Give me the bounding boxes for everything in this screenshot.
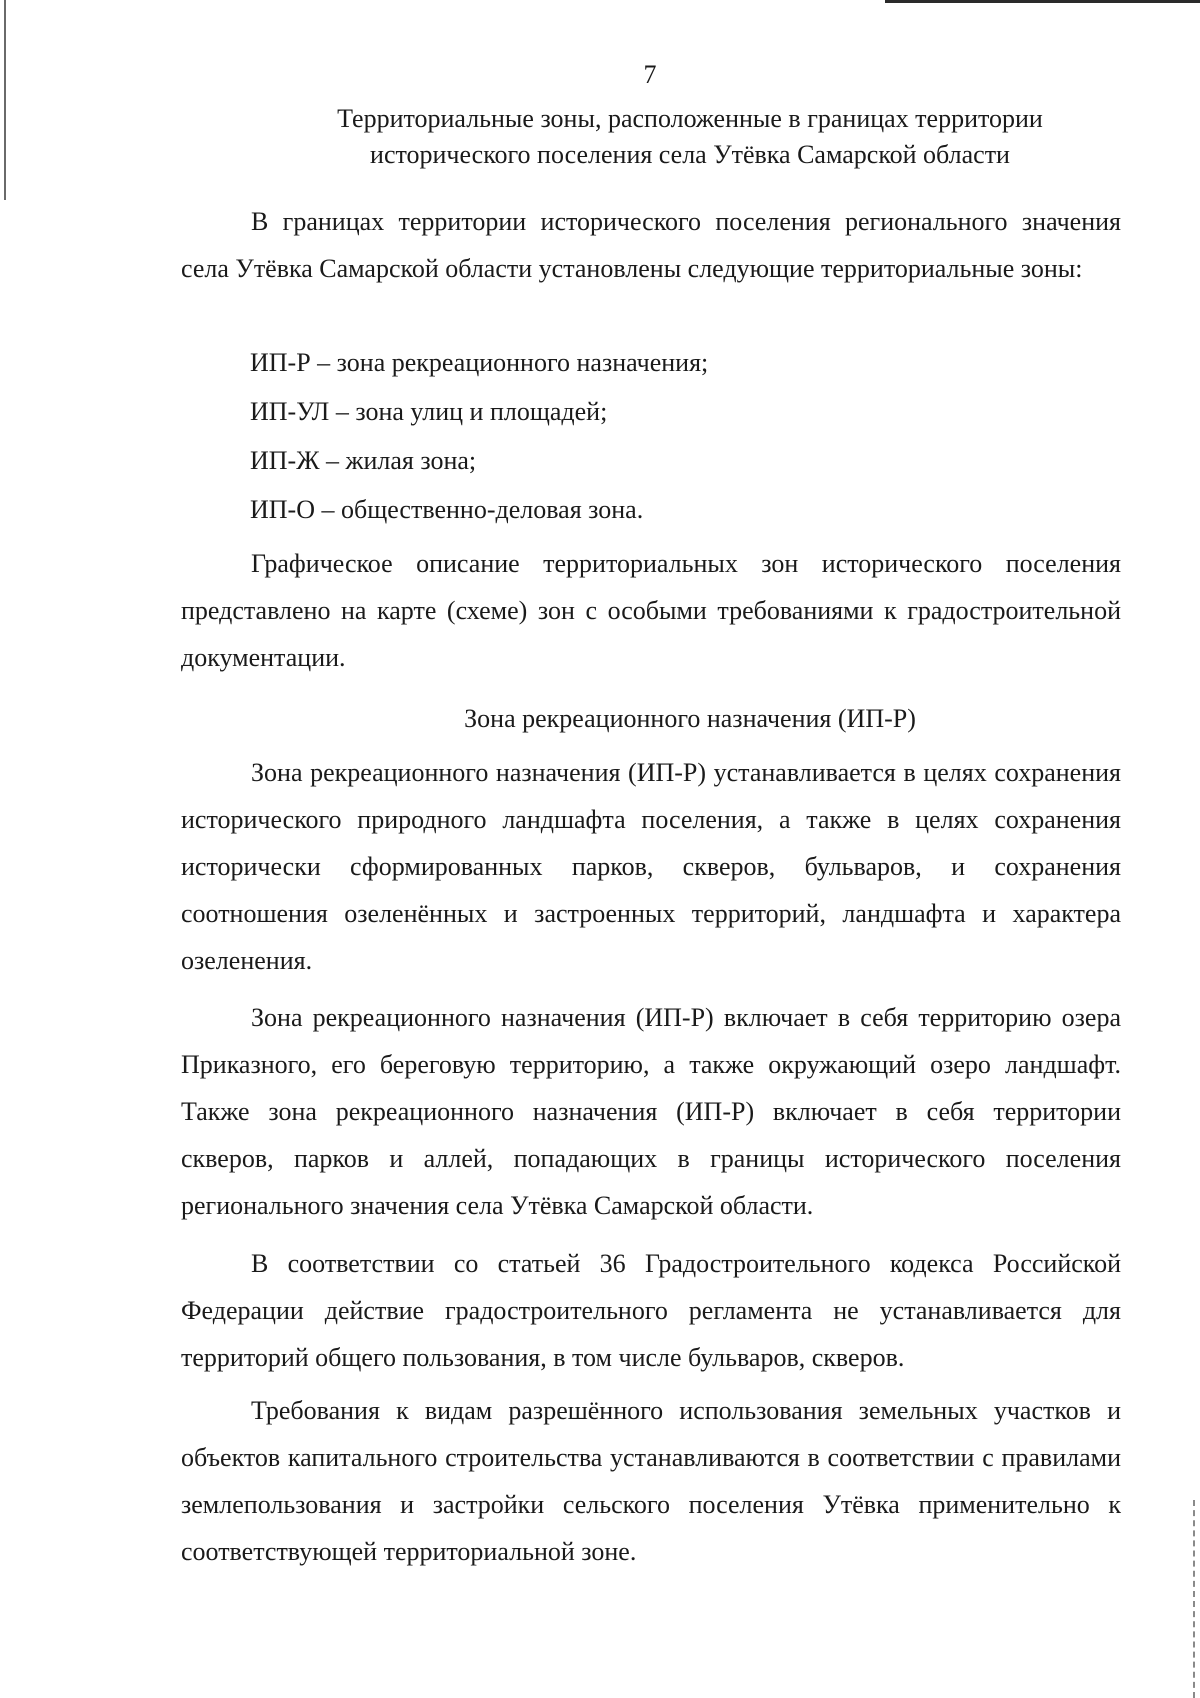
scan-edge-right — [1193, 1500, 1195, 1698]
scan-edge-top — [885, 0, 1200, 3]
section-paragraph: Зона рекреационного назначения (ИП-Р) включает в себя территорию озера Приказного, его береговую территорию, а также окружающий озеро ландшафт. Также зона рекреационного назначения (ИП-Р) включает в себя территории скверов, парков и аллей, попадающих в границы исторического поселения регионального значения села Утёвка Самарской области. — [181, 1003, 1121, 1220]
zone-item-ip-o: ИП-О – общественно-деловая зона. — [250, 495, 644, 524]
section-paragraph: Требования к видам разрешённого использования земельных участков и объектов капитального строительства устанавливаются в соответствии с правилами землепользования и застройки сельского поселения Утёвка применительно к соответствующей территориальной зоне. — [181, 1396, 1121, 1566]
section-paragraph: Зона рекреационного назначения (ИП-Р) устанавливается в целях сохранения исторического природного ландшафта поселения, а также в целях сохранения исторически сформированных парков, скверов, бульваров, и сохранения соотношения озеленённых и застроенных территорий, ландшафта и характера озеленения. — [181, 758, 1121, 975]
section-heading: Зона рекреационного назначения (ИП-Р) — [464, 704, 916, 733]
intro-paragraph: В границах территории исторического поселения регионального значения села Утёвка Самарской области установлены следующие территориальные зоны: — [181, 207, 1121, 283]
document-title: Территориальные зоны, расположенные в границах территории исторического поселения села Утёвка Самарской области — [337, 104, 1043, 169]
zone-item-ip-zh: ИП-Ж – жилая зона; — [250, 446, 477, 475]
scan-edge-left — [4, 0, 6, 200]
section-paragraph: В соответствии со статьей 36 Градостроительного кодекса Российской Федерации действие градостроительного регламента не устанавливается для территорий общего пользования, в том числе бульваров, скверов. — [181, 1249, 1121, 1372]
graphic-description-paragraph: Графическое описание территориальных зон исторического поселения представлено на карте (схеме) зон с особыми требованиями к градостроительной документации. — [181, 549, 1121, 672]
zone-item-ip-ul: ИП-УЛ – зона улиц и площадей; — [250, 397, 608, 426]
page-number: 7 — [643, 60, 657, 89]
zone-item-ip-r: ИП-Р – зона рекреационного назначения; — [250, 348, 709, 377]
